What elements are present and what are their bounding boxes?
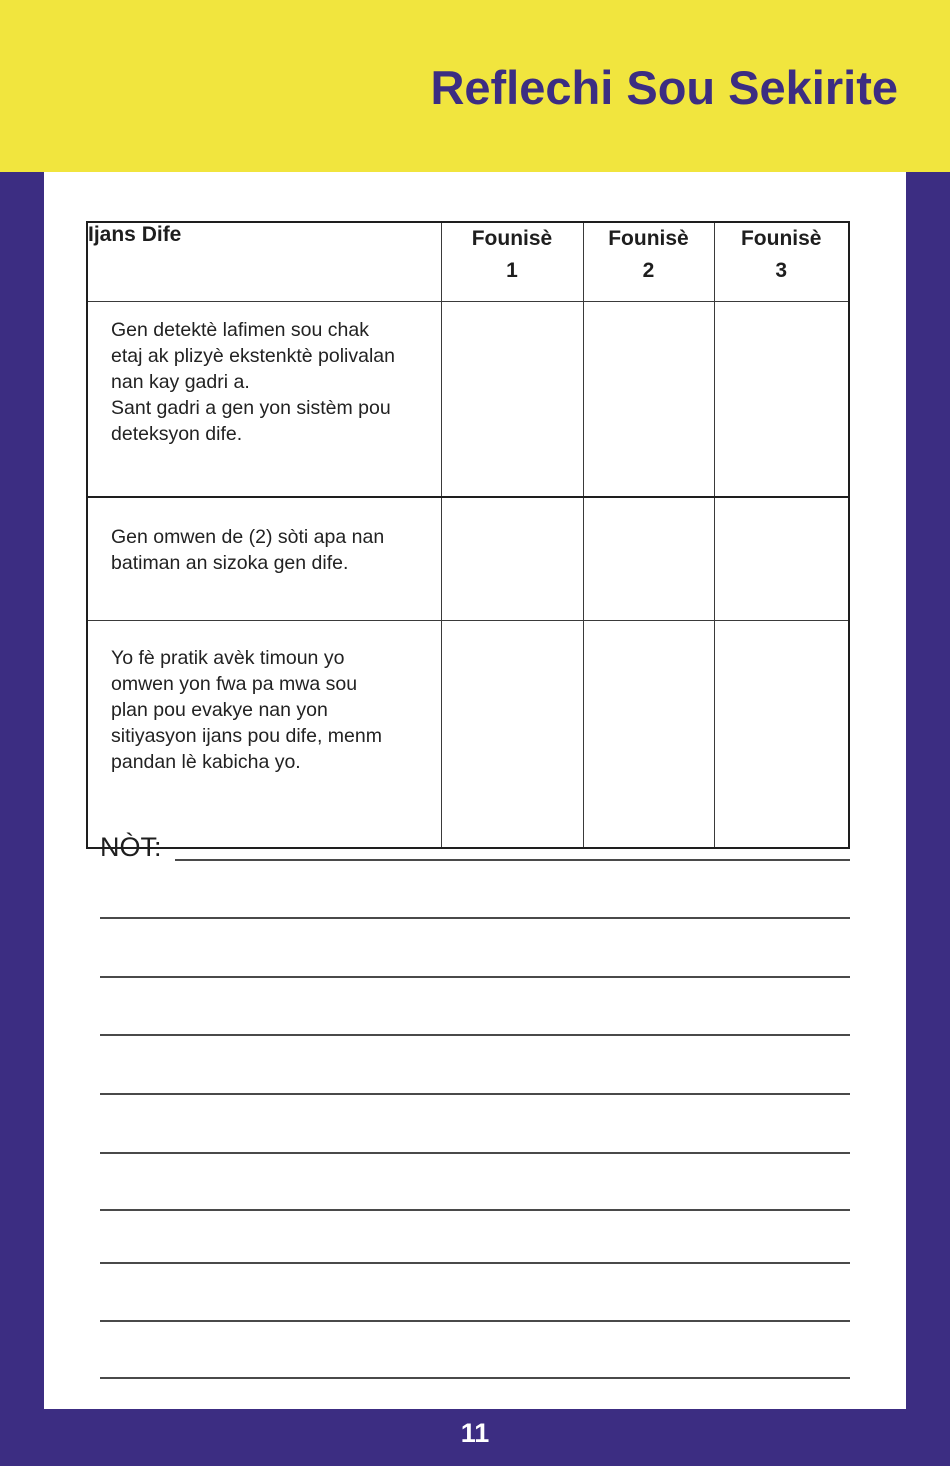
notes-line[interactable] [100, 1034, 850, 1036]
table-row [87, 621, 849, 849]
notes-line[interactable] [100, 1093, 850, 1095]
supplier-1-cell[interactable] [441, 621, 583, 849]
notes-label: NÒT: [100, 832, 162, 862]
criterion-cell [87, 497, 441, 621]
supplier-2-cell[interactable] [583, 302, 714, 498]
supplier-2-cell[interactable] [583, 497, 714, 621]
criterion-text-line: deteksyon dife. [111, 423, 243, 445]
criterion-text-line: Sant gadri a gen yon sistèm pou [111, 397, 391, 419]
column-header-supplier-2 [583, 222, 714, 302]
content-panel [44, 172, 906, 1409]
supplier-1-cell[interactable] [441, 302, 583, 498]
criterion-text-line: Yo fè pratik avèk timoun yo [111, 647, 345, 669]
supplier-3-cell[interactable] [714, 302, 849, 498]
column-header-number: 3 [775, 259, 788, 282]
notes-line[interactable] [100, 917, 850, 919]
notes-line[interactable] [175, 859, 850, 861]
column-header-label: Founisè [740, 227, 822, 250]
page-title: Reflechi Sou Sekirite [430, 61, 898, 114]
column-header-label: Ijans Dife [88, 223, 182, 246]
supplier-comparison-table [86, 221, 850, 849]
criterion-text-line: sitiyasyon ijans pou dife, menm [111, 725, 382, 747]
notes-line[interactable] [100, 1377, 850, 1379]
supplier-1-cell[interactable] [441, 497, 583, 621]
notes-line[interactable] [100, 1209, 850, 1211]
table-row [87, 302, 849, 498]
supplier-2-cell[interactable] [583, 621, 714, 849]
criterion-text-line: Gen omwen de (2) sòti apa nan [111, 526, 385, 548]
supplier-3-cell[interactable] [714, 621, 849, 849]
column-header-label: Founisè [471, 227, 553, 250]
table-header-row [87, 222, 849, 302]
notes-line[interactable] [100, 1262, 850, 1264]
column-header-supplier-1 [441, 222, 583, 302]
criterion-text-line: plan pou evakye nan yon [111, 699, 328, 721]
criterion-cell [87, 621, 441, 849]
criterion-text-line: omwen yon fwa pa mwa sou [111, 673, 358, 695]
page-number: 11 [460, 1418, 490, 1448]
column-header-label: Founisè [608, 227, 689, 250]
notes-line[interactable] [100, 1152, 850, 1154]
notes-line[interactable] [100, 1320, 850, 1322]
criterion-text-line: Gen detektè lafimen sou chak [111, 319, 369, 341]
supplier-3-cell[interactable] [714, 497, 849, 621]
column-header-number: 2 [642, 259, 655, 282]
page-header [0, 0, 950, 172]
table-row [87, 497, 849, 621]
criterion-text-line: etaj ak plizyè ekstenktè polivalan [111, 345, 395, 367]
criterion-text-line: nan kay gadri a. [111, 371, 250, 393]
criterion-cell [87, 302, 441, 498]
column-header-supplier-3 [714, 222, 849, 302]
notes-line[interactable] [100, 976, 850, 978]
criterion-text-line: batiman an sizoka gen dife. [111, 552, 349, 574]
criterion-text-line: pandan lè kabicha yo. [111, 751, 301, 773]
column-header-number: 1 [506, 259, 518, 282]
column-header-criterion [87, 222, 441, 302]
